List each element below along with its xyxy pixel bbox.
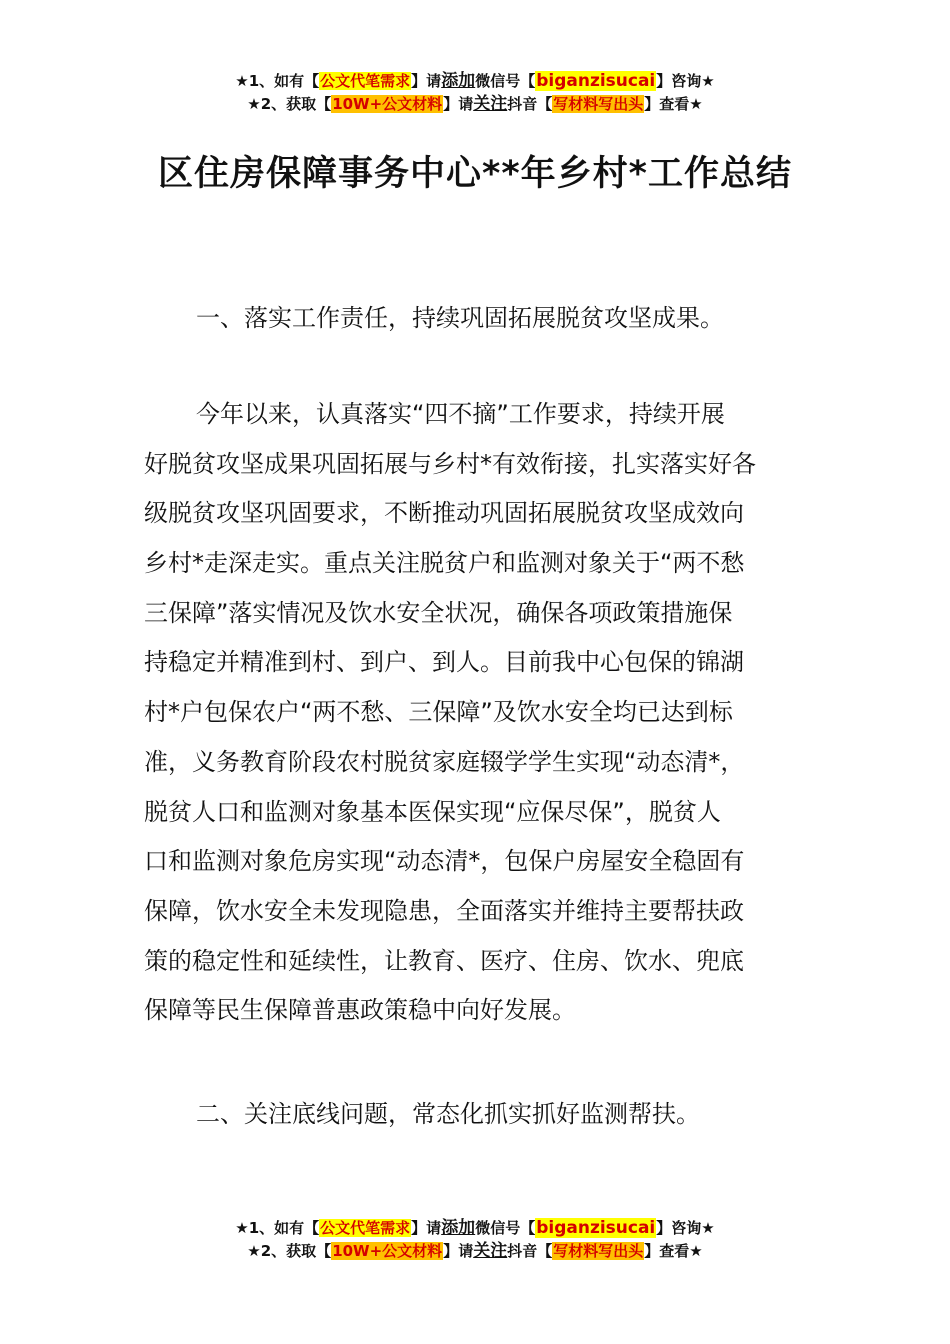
document-title: 区住房保障事务中心**年乡村*工作总结 bbox=[158, 154, 792, 194]
highlight-wechat-id: biganzisucai bbox=[536, 71, 656, 91]
paragraph-line: 乡村*走深走实。重点关注脱贫户和监测对象关于“两不愁 bbox=[144, 549, 745, 578]
underlined-add: 添加 bbox=[441, 71, 476, 91]
highlight-wechat-id: biganzisucai bbox=[536, 1218, 656, 1238]
paragraph-line: 策的稳定性和延续性，让教育、医疗、住房、饮水、兜底 bbox=[144, 946, 744, 975]
underlined-add: 添加 bbox=[441, 1218, 476, 1238]
underlined-follow: 关注 bbox=[473, 94, 508, 114]
highlight-account: 写材料写出头 bbox=[553, 95, 644, 113]
promo-line-1: ★1、如有【公文代笔需求】请添加微信号【biganzisucai】咨询★ bbox=[235, 1218, 715, 1238]
paragraph-line: 口和监测对象危房实现“动态清*，包保户房屋安全稳固有 bbox=[144, 847, 745, 876]
paragraph-line: 准，义务教育阶段农村脱贫家庭辍学学生实现“动态清*， bbox=[144, 747, 745, 776]
paragraph-line: 今年以来，认真落实“四不摘”工作要求，持续开展 bbox=[196, 400, 725, 428]
highlight-materials: 10W+公文材料 bbox=[332, 95, 443, 113]
highlight-service: 公文代笔需求 bbox=[320, 72, 411, 90]
paragraph-line: 脱贫人口和监测对象基本医保实现“应保尽保”，脱贫人 bbox=[144, 797, 721, 826]
paragraph-line: 三保障”落实情况及饮水安全状况，确保各项政策措施保 bbox=[144, 598, 733, 627]
paragraph-line: 村*户包保农户“两不愁、三保障”及饮水安全均已达到标 bbox=[144, 698, 733, 727]
paragraph-line: 好脱贫攻坚成果巩固拓展与乡村*有效衔接，扎实落实好各 bbox=[144, 449, 756, 478]
promo-line-2: ★2、获取【10W+公文材料】请关注抖音【写材料写出头】查看★ bbox=[247, 94, 703, 114]
promo-banner-top bbox=[0, 70, 950, 116]
highlight-service: 公文代笔需求 bbox=[320, 1219, 411, 1237]
promo-line-2: ★2、获取【10W+公文材料】请关注抖音【写材料写出头】查看★ bbox=[247, 1241, 703, 1261]
highlight-account: 写材料写出头 bbox=[553, 1242, 644, 1260]
highlight-materials: 10W+公文材料 bbox=[332, 1242, 443, 1260]
paragraph-line: 保障等民生保障普惠政策稳中向好发展。 bbox=[144, 996, 576, 1025]
underlined-follow: 关注 bbox=[473, 1241, 508, 1261]
promo-line-1: ★1、如有【公文代笔需求】请添加微信号【biganzisucai】咨询★ bbox=[235, 71, 715, 91]
paragraph-line: 级脱贫攻坚巩固要求，不断推动巩固拓展脱贫攻坚成效向 bbox=[144, 499, 744, 528]
promo-banner-bottom bbox=[0, 1217, 950, 1263]
paragraph-1 bbox=[144, 396, 824, 1042]
paragraph-line: 保障，饮水安全未发现隐患，全面落实并维持主要帮扶政 bbox=[144, 896, 744, 925]
paragraph-line: 持稳定并精准到村、到户、到人。目前我中心包保的锦湖 bbox=[144, 648, 744, 677]
section-heading-1: 一、落实工作责任，持续巩固拓展脱贫攻坚成果。 bbox=[196, 304, 724, 332]
section-heading-2: 二、关注底线问题，常态化抓实抓好监测帮扶。 bbox=[196, 1100, 700, 1128]
